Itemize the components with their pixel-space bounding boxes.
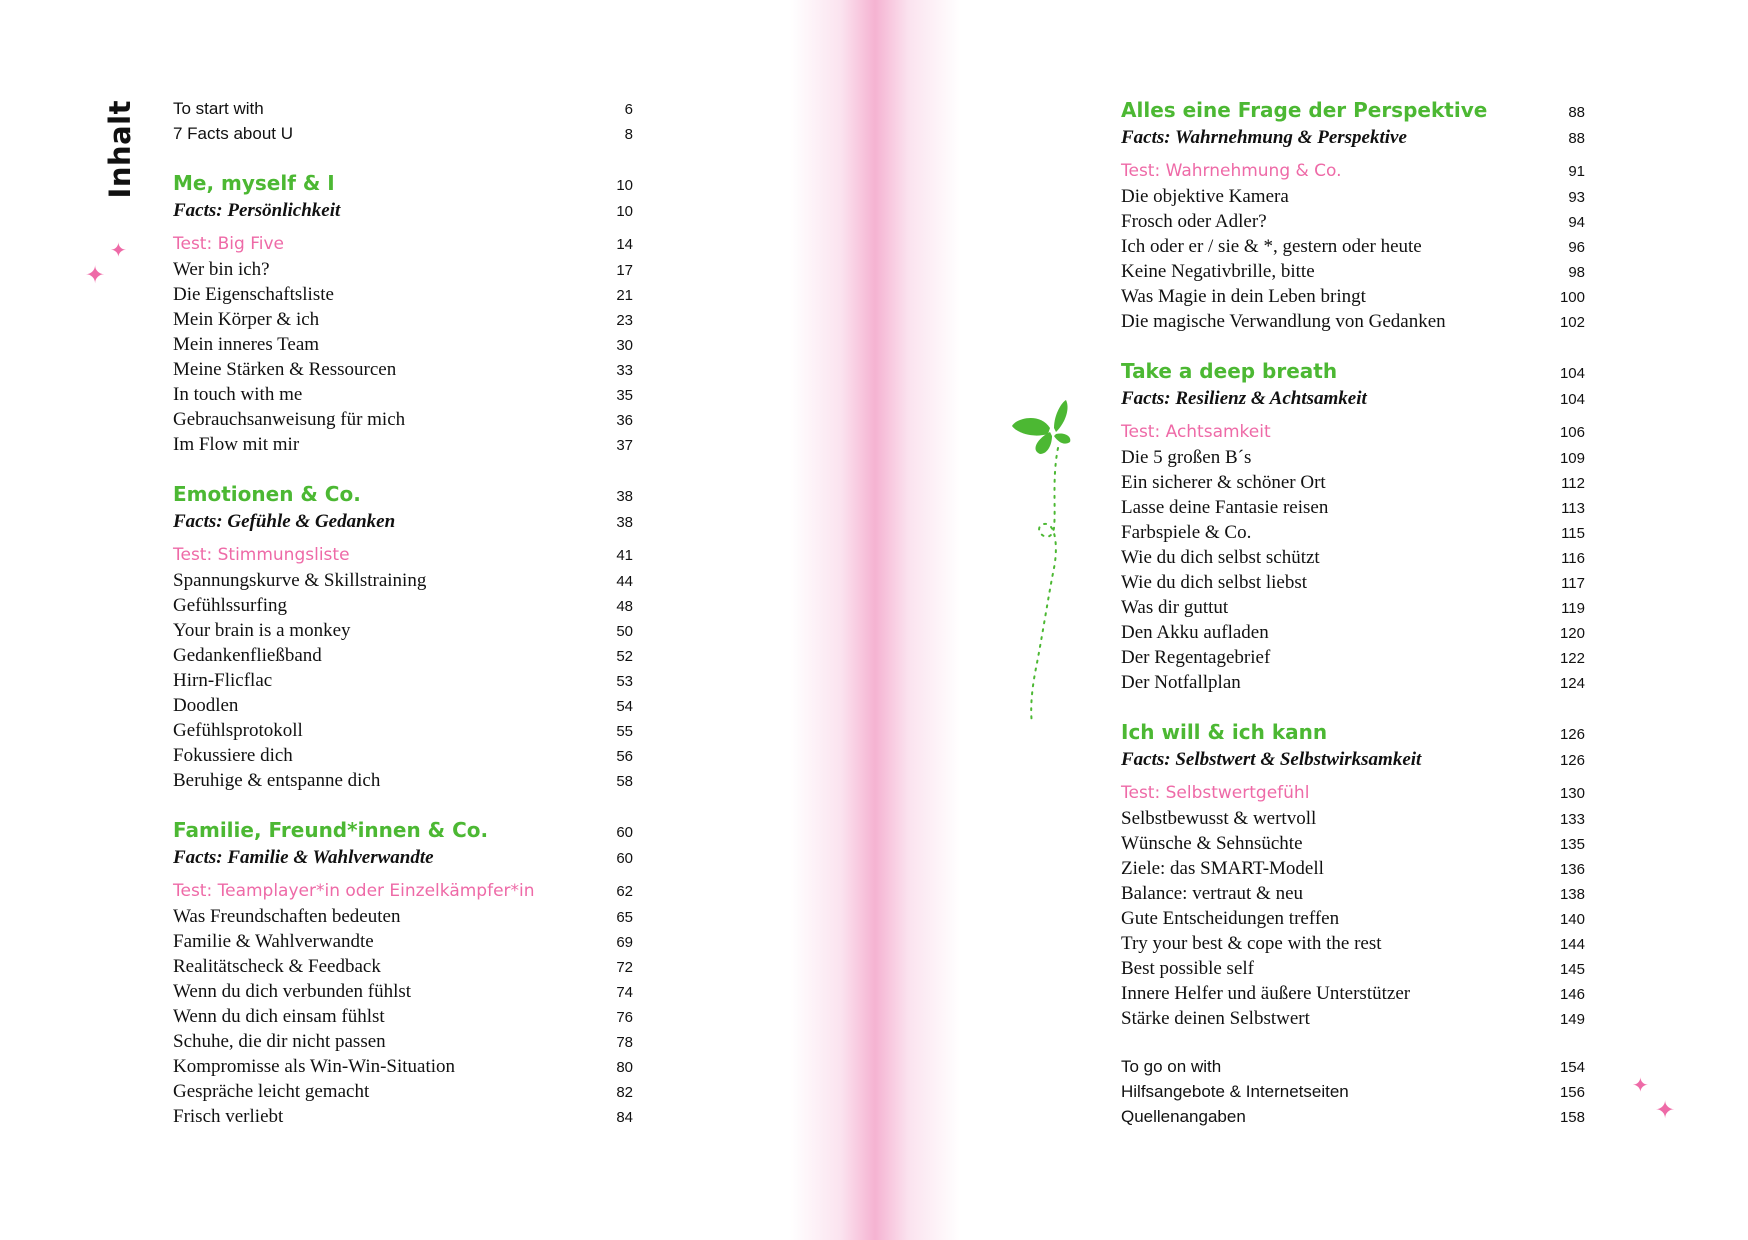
- test-entry[interactable]: Test: Teamplayer*in oder Einzelkämpfer*in 62: [173, 881, 633, 901]
- section-title[interactable]: Take a deep breath 104: [1121, 359, 1585, 383]
- test-entry[interactable]: Test: Achtsamkeit 106: [1121, 422, 1585, 442]
- butterfly-icon: [1010, 398, 1080, 728]
- toc-entry[interactable]: Try your best & cope with the rest 144: [1121, 933, 1585, 954]
- section-title[interactable]: Emotionen & Co. 38: [173, 482, 633, 506]
- toc-entry[interactable]: Gedankenfließband 52: [173, 645, 633, 666]
- toc-entry[interactable]: Lasse deine Fantasie reisen 113: [1121, 497, 1585, 518]
- toc-entry[interactable]: Gespräche leicht gemacht 82: [173, 1081, 633, 1102]
- section-title[interactable]: Alles eine Frage der Perspektive 88: [1121, 98, 1585, 122]
- toc-entry[interactable]: Schuhe, die dir nicht passen 78: [173, 1031, 633, 1052]
- section-title[interactable]: Ich will & ich kann 126: [1121, 720, 1585, 744]
- toc-section: [1121, 718, 1585, 1031]
- toc-entry[interactable]: Ich oder er / sie & *, gestern oder heute 96: [1121, 236, 1585, 257]
- toc-entry[interactable]: Farbspiele & Co. 115: [1121, 522, 1585, 543]
- sparkle-icon: ✦: [1632, 1075, 1649, 1097]
- facts-entry[interactable]: Facts: Wahrnehmung & Perspektive 88: [1121, 127, 1585, 148]
- toc-entry[interactable]: Stärke deinen Selbstwert 149: [1121, 1008, 1585, 1029]
- toc-title: Inhalt: [103, 100, 137, 199]
- sparkle-icon: ✦: [85, 263, 106, 289]
- toc-entry[interactable]: Wenn du dich verbunden fühlst 74: [173, 981, 633, 1002]
- toc-entry[interactable]: To start with 6: [173, 99, 633, 118]
- toc-entry[interactable]: Die objektive Kamera 93: [1121, 186, 1585, 207]
- toc-entry[interactable]: Die Eigenschaftsliste 21: [173, 284, 633, 305]
- toc-entry[interactable]: Wenn du dich einsam fühlst 76: [173, 1006, 633, 1027]
- toc-entry[interactable]: Mein Körper & ich 23: [173, 309, 633, 330]
- toc-section: [1121, 357, 1585, 695]
- toc-column-left: [173, 96, 633, 1152]
- toc-entry[interactable]: Frisch verliebt 84: [173, 1106, 633, 1127]
- sparkle-icon: ✦: [1655, 1098, 1676, 1124]
- toc-entry[interactable]: Your brain is a monkey 50: [173, 620, 633, 641]
- test-entry[interactable]: Test: Big Five 14: [173, 234, 633, 254]
- toc-entry[interactable]: Was Freundschaften bedeuten 65: [173, 906, 633, 927]
- toc-entry[interactable]: Was dir guttut 119: [1121, 597, 1585, 618]
- toc-entry[interactable]: Balance: vertraut & neu 138: [1121, 883, 1585, 904]
- toc-entry[interactable]: To go on with 154: [1121, 1057, 1585, 1076]
- toc-entry[interactable]: Ziele: das SMART-Modell 136: [1121, 858, 1585, 879]
- toc-entry[interactable]: Gute Entscheidungen treffen 140: [1121, 908, 1585, 929]
- toc-entry[interactable]: Wünsche & Sehnsüchte 135: [1121, 833, 1585, 854]
- toc-entry[interactable]: Der Regentagebrief 122: [1121, 647, 1585, 668]
- test-entry[interactable]: Test: Stimmungsliste 41: [173, 545, 633, 565]
- toc-entry[interactable]: Fokussiere dich 56: [173, 745, 633, 766]
- page-gutter: [790, 0, 960, 1240]
- toc-outro: [1121, 1054, 1585, 1129]
- section-title[interactable]: Me, myself & I 10: [173, 171, 633, 195]
- toc-section: [173, 169, 633, 457]
- toc-entry[interactable]: Wie du dich selbst schützt 116: [1121, 547, 1585, 568]
- toc-entry[interactable]: Kompromisse als Win-Win-Situation 80: [173, 1056, 633, 1077]
- toc-entry[interactable]: Keine Negativbrille, bitte 98: [1121, 261, 1585, 282]
- facts-entry[interactable]: Facts: Familie & Wahlverwandte 60: [173, 847, 633, 868]
- toc-entry[interactable]: Familie & Wahlverwandte 69: [173, 931, 633, 952]
- facts-entry[interactable]: Facts: Gefühle & Gedanken 38: [173, 511, 633, 532]
- test-entry[interactable]: Test: Wahrnehmung & Co. 91: [1121, 161, 1585, 181]
- toc-entry[interactable]: Den Akku aufladen 120: [1121, 622, 1585, 643]
- test-entry[interactable]: Test: Selbstwertgefühl 130: [1121, 783, 1585, 803]
- toc-entry[interactable]: Selbstbewusst & wertvoll 133: [1121, 808, 1585, 829]
- toc-entry[interactable]: Der Notfallplan 124: [1121, 672, 1585, 693]
- toc-entry[interactable]: 7 Facts about U 8: [173, 124, 633, 143]
- facts-entry[interactable]: Facts: Resilienz & Achtsamkeit 104: [1121, 388, 1585, 409]
- toc-entry[interactable]: Best possible self 145: [1121, 958, 1585, 979]
- facts-entry[interactable]: Facts: Selbstwert & Selbstwirksamkeit 126: [1121, 749, 1585, 770]
- toc-entry[interactable]: Frosch oder Adler? 94: [1121, 211, 1585, 232]
- toc-entry[interactable]: Doodlen 54: [173, 695, 633, 716]
- toc-entry[interactable]: Was Magie in dein Leben bringt 100: [1121, 286, 1585, 307]
- toc-entry[interactable]: In touch with me 35: [173, 384, 633, 405]
- toc-entry[interactable]: Ein sicherer & schöner Ort 112: [1121, 472, 1585, 493]
- toc-entry[interactable]: Die 5 großen B´s 109: [1121, 447, 1585, 468]
- toc-entry[interactable]: Beruhige & entspanne dich 58: [173, 770, 633, 791]
- toc-entry[interactable]: Quellenangaben 158: [1121, 1107, 1585, 1126]
- toc-entry[interactable]: Realitätscheck & Feedback 72: [173, 956, 633, 977]
- toc-entry[interactable]: Innere Helfer und äußere Unterstützer 146: [1121, 983, 1585, 1004]
- toc-entry[interactable]: Gefühlssurfing 48: [173, 595, 633, 616]
- toc-column-right: [1121, 96, 1585, 1129]
- toc-entry[interactable]: Gefühlsprotokoll 55: [173, 720, 633, 741]
- toc-section: [1121, 96, 1585, 334]
- facts-entry[interactable]: Facts: Persönlichkeit 10: [173, 200, 633, 221]
- toc-entry[interactable]: Wer bin ich? 17: [173, 259, 633, 280]
- toc-entry[interactable]: Hirn-Flicflac 53: [173, 670, 633, 691]
- toc-section: [173, 816, 633, 1129]
- toc-section: [173, 480, 633, 793]
- toc-entry[interactable]: Im Flow mit mir 37: [173, 434, 633, 455]
- toc-entry[interactable]: Die magische Verwandlung von Gedanken 102: [1121, 311, 1585, 332]
- sparkle-icon: ✦: [110, 240, 127, 262]
- toc-intro: [173, 96, 633, 146]
- section-title[interactable]: Familie, Freund*innen & Co. 60: [173, 818, 633, 842]
- toc-entry[interactable]: Wie du dich selbst liebst 117: [1121, 572, 1585, 593]
- toc-entry[interactable]: Mein inneres Team 30: [173, 334, 633, 355]
- toc-entry[interactable]: Gebrauchsanweisung für mich 36: [173, 409, 633, 430]
- toc-entry[interactable]: Hilfsangebote & Internetseiten 156: [1121, 1082, 1585, 1101]
- toc-entry[interactable]: Meine Stärken & Ressourcen 33: [173, 359, 633, 380]
- toc-entry[interactable]: Spannungskurve & Skillstraining 44: [173, 570, 633, 591]
